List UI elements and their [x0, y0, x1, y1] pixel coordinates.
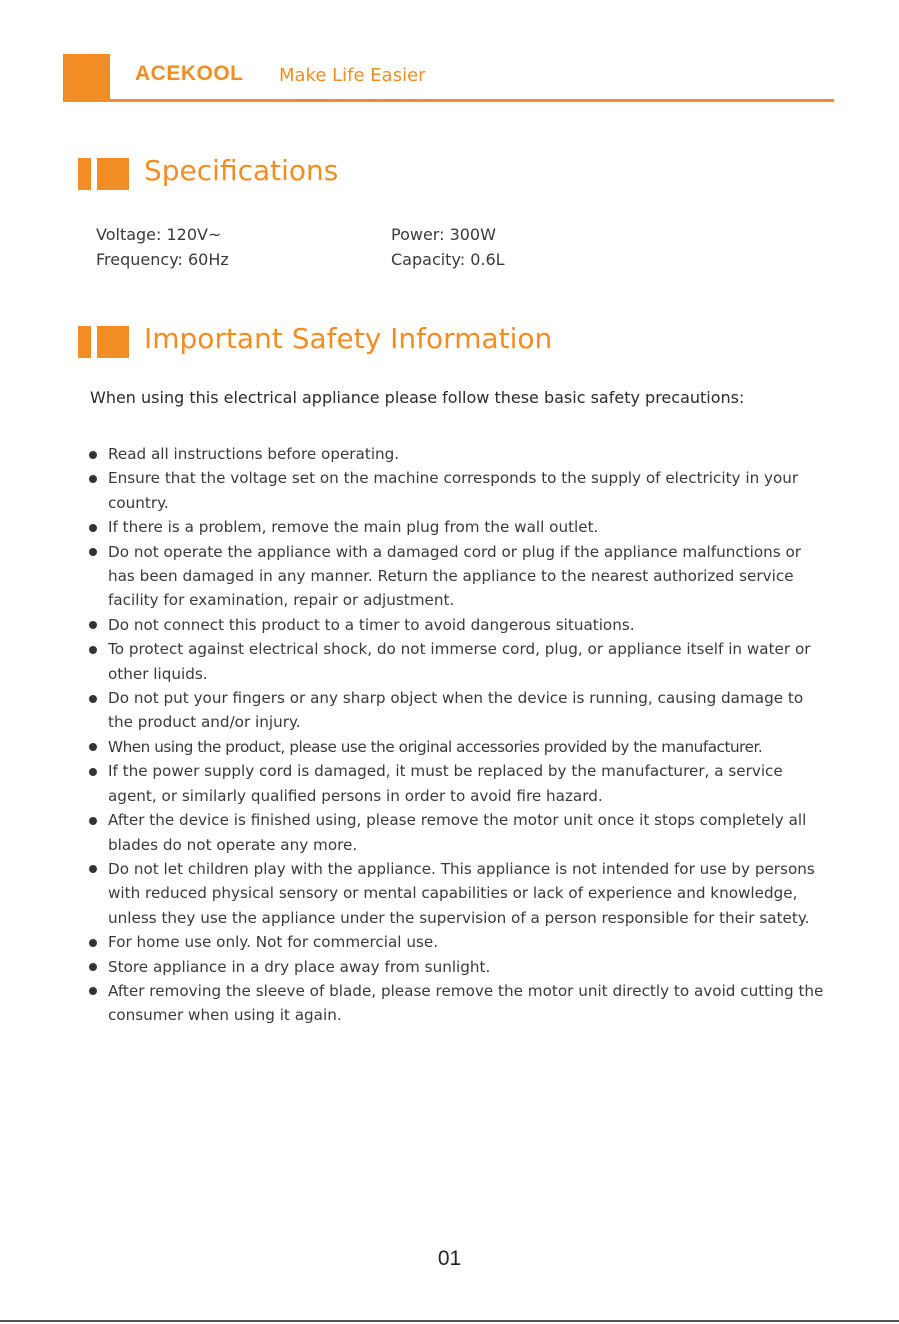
spec-capacity: Capacity: 0.6L — [391, 250, 505, 269]
list-item: Read all instructions before operating. — [88, 442, 828, 466]
header-accent-block — [63, 54, 110, 102]
brand-tagline: Make Life Easier — [279, 65, 426, 86]
safety-list — [88, 442, 828, 1028]
bullet-icon — [89, 621, 97, 629]
bullet-icon — [89, 987, 97, 995]
list-item: To protect against electrical shock, do not immerse cord, plug, or appliance itself in water or other liquids. — [88, 637, 828, 686]
page-number: 01 — [437, 1247, 462, 1270]
list-item: Ensure that the voltage set on the machine corresponds to the supply of electricity in your country. — [88, 466, 828, 515]
list-item: Do not put your fingers or any sharp object when the device is running, causing damage to the product and/or injury. — [88, 686, 828, 735]
specifications-title: Specifications — [144, 154, 339, 187]
spec-voltage: Voltage: 120V~ — [96, 225, 222, 244]
list-item: Do not operate the appliance with a damaged cord or plug if the appliance malfunctions or has been damaged in any manner. Return the appliance to the nearest authorized service facility for examination, repair or adjustment. — [88, 540, 828, 613]
list-item: After removing the sleeve of blade, please remove the motor unit directly to avoid cutting the consumer when using it again. — [88, 979, 828, 1028]
bullet-icon — [89, 475, 97, 483]
list-item: When using the product, please use the original accessories provided by the manufacturer. — [88, 735, 828, 759]
list-item: If there is a problem, remove the main plug from the wall outlet. — [88, 515, 828, 539]
list-item: Do not let children play with the appliance. This appliance is not intended for use by persons with reduced physical sensory or mental capabilities or lack of experience and knowledge, unless they use the appliance under the supervision of a person responsible for their satety. — [88, 857, 828, 930]
list-item: After the device is finished using, please remove the motor unit once it stops completely all blades do not operate any more. — [88, 808, 828, 857]
bottom-rule — [0, 1320, 899, 1322]
spec-power: Power: 300W — [391, 225, 496, 244]
bullet-icon — [89, 939, 97, 947]
list-item: Store appliance in a dry place away from sunlight. — [88, 955, 828, 979]
bullet-icon — [89, 451, 97, 459]
list-item: Do not connect this product to a timer to avoid dangerous situations. — [88, 613, 828, 637]
header-rule — [63, 99, 834, 102]
brand-logo: ACEKOOL — [135, 62, 244, 85]
safety-intro: When using this electrical appliance please follow these basic safety precautions: — [90, 388, 745, 407]
bullet-icon — [89, 548, 97, 556]
list-item: For home use only. Not for commercial use. — [88, 930, 828, 954]
safety-title: Important Safety Information — [144, 322, 553, 355]
bullet-icon — [89, 963, 97, 971]
spec-frequency: Frequency: 60Hz — [96, 250, 229, 269]
bullet-icon — [89, 865, 97, 873]
bullet-icon — [89, 768, 97, 776]
list-item: If the power supply cord is damaged, it must be replaced by the manufacturer, a service agent, or similarly qualified persons in order to avoid fire hazard. — [88, 759, 828, 808]
bullet-icon — [89, 743, 97, 751]
bullet-icon — [89, 695, 97, 703]
bullet-icon — [89, 646, 97, 654]
bullet-icon — [89, 817, 97, 825]
bullet-icon — [89, 524, 97, 532]
